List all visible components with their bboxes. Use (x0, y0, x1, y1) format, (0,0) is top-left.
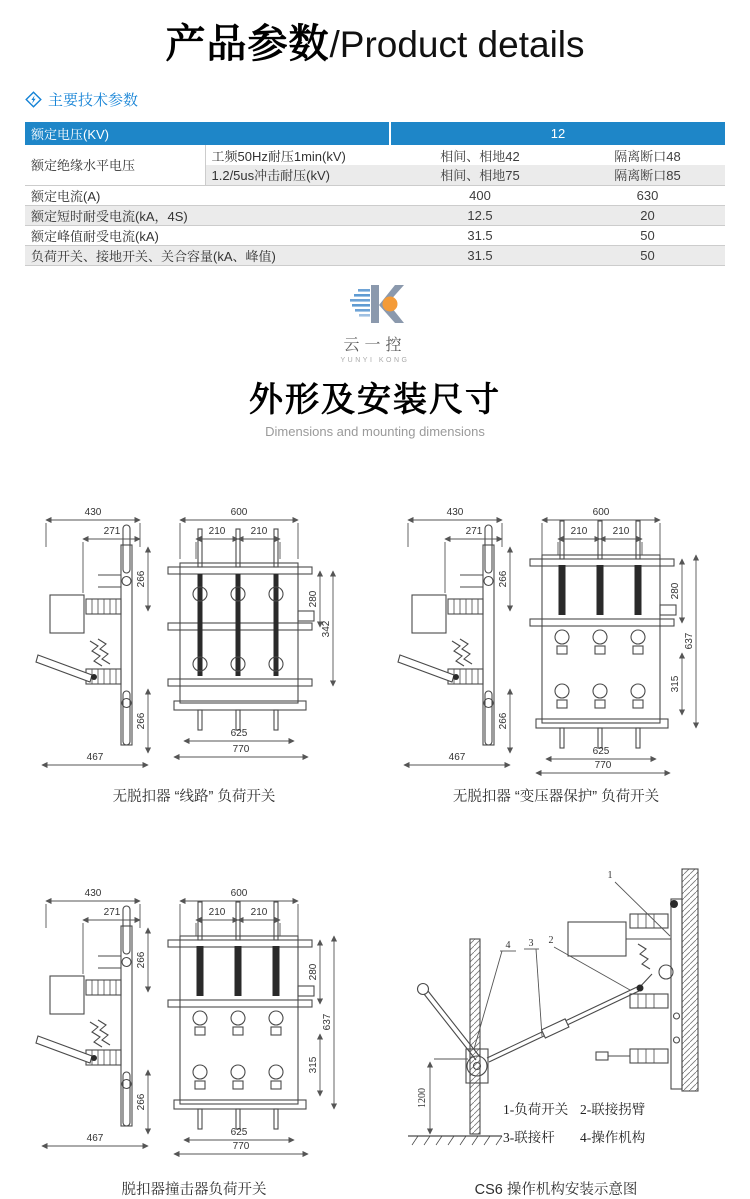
dim-label: 637 (684, 632, 695, 649)
dim-label: 210 (570, 525, 588, 537)
callout-legend (503, 1101, 645, 1145)
dim-label: 210 (250, 525, 268, 537)
cell-peak-current-label: 额定峰值耐受电流(kA) (25, 225, 390, 245)
dim-label: 210 (612, 525, 630, 537)
cell-value: 31.5 (390, 225, 570, 245)
dim-label: 266 (136, 1093, 147, 1110)
dim-label: 637 (322, 1013, 333, 1030)
cell-insulation-label: 额定绝缘水平电压 (25, 145, 205, 185)
page-title (0, 0, 750, 69)
callout-mechanism: 4 (505, 939, 511, 951)
legend-item: 2-联接拐臂 (580, 1101, 646, 1117)
table-row (25, 205, 725, 225)
spec-table (25, 122, 725, 266)
dim-label: 266 (136, 712, 147, 729)
figure-caption: 无脱扣器 “线路” 负荷开关 (112, 788, 276, 805)
figure-caption: 脱扣器撞击器负荷开关 (121, 1181, 267, 1198)
figure-line-switch (28, 463, 360, 806)
callout-crank: 2 (548, 934, 554, 946)
page-title-zh: 产品参数 (165, 22, 330, 66)
dim-label: 430 (446, 506, 464, 518)
dim-label: 770 (232, 743, 250, 755)
height-dimension (417, 1059, 468, 1134)
figure-cs6-installation (390, 844, 722, 1199)
dim-label: 625 (230, 727, 248, 739)
table-row (25, 122, 725, 145)
section-main-params-label: 主要技术参数 (48, 92, 139, 109)
dim-label: 467 (86, 751, 104, 763)
legend-item: 1-负荷开关 (503, 1101, 569, 1117)
dim-label: 600 (592, 506, 610, 518)
cell-making-capacity-label: 负荷开关、接地开关、关合容量(kA、峰值) (25, 245, 390, 265)
dim-label: 315 (670, 675, 681, 692)
table-row (25, 245, 725, 265)
dims-section-subtitle: Dimensions and mounting dimensions (265, 423, 485, 439)
cell-value: 相间、相地42 (440, 148, 520, 164)
dim-label: 266 (498, 712, 509, 729)
callout-rod: 3 (528, 937, 534, 949)
logo-name-en: YUNYI KONG (340, 356, 410, 364)
cell-short-time-current-label: 额定短时耐受电流(kA，4S) (25, 205, 390, 225)
logo-name-zh: 云一控 (343, 336, 407, 354)
figure-caption: CS6 操作机构安装示意图 (474, 1181, 638, 1198)
dim-label: 210 (208, 525, 226, 537)
cell-rated-current-label: 额定电流(A) (25, 185, 390, 205)
dims-section-title: 外形及安装尺寸 (249, 380, 501, 419)
switch-on-wall (568, 899, 682, 1089)
dim-label: 770 (594, 759, 612, 771)
cell-value: 50 (570, 245, 725, 265)
dim-label: 266 (498, 570, 509, 587)
dim-label: 210 (208, 906, 226, 918)
cell-insulation-sub2: 1.2/5us冲击耐压(kV) (205, 165, 390, 185)
table-row (25, 225, 725, 245)
dim-label: 467 (86, 1132, 104, 1144)
pole-hatch (470, 939, 480, 1134)
drawing-d2 (390, 463, 722, 781)
cell-value: 隔离断口48 (614, 148, 681, 164)
cell-rated-voltage-value: 12 (390, 122, 725, 145)
cell-value: 20 (570, 205, 725, 225)
figure-caption: 无脱扣器 “变压器保护” 负荷开关 (452, 788, 660, 805)
dim-label: 315 (308, 1056, 319, 1073)
dim-label: 266 (136, 570, 147, 587)
cell-rated-voltage-label: 额定电压(KV) (25, 122, 390, 145)
dim-label: 430 (84, 506, 102, 518)
dim-label: 342 (321, 620, 332, 637)
dim-label: 271 (103, 525, 121, 537)
brand-logo (0, 282, 750, 364)
dim-label: 266 (136, 951, 147, 968)
logo-k-icon (343, 282, 407, 326)
drawing-d1 (28, 463, 360, 781)
drawings-grid (0, 463, 750, 1199)
dim-label: 271 (465, 525, 483, 537)
cell-value: 50 (570, 225, 725, 245)
drawing-d4 (390, 844, 722, 1162)
cell-value: 12.5 (390, 205, 570, 225)
drawing-d3 (28, 844, 360, 1162)
diamond-bolt-icon (25, 91, 42, 108)
dim-label: 1200 (417, 1087, 428, 1108)
figure-transformer-protection-switch (390, 463, 722, 806)
page-title-en: /Product details (329, 24, 585, 65)
cell-value: 隔离断口85 (570, 165, 725, 185)
ground-line (408, 1136, 502, 1145)
dim-label: 600 (230, 506, 248, 518)
legend-item: 4-操作机构 (580, 1129, 646, 1145)
table-row (25, 145, 725, 165)
connecting-rod (487, 974, 652, 1062)
dim-label: 430 (84, 887, 102, 899)
cell-value: 630 (570, 185, 725, 205)
dim-label: 210 (250, 906, 268, 918)
cell-value: 31.5 (390, 245, 570, 265)
cell-insulation-sub1: 工频50Hz耐压1min(kV) (205, 145, 390, 165)
dim-label: 280 (308, 963, 319, 980)
section-main-params (25, 89, 750, 110)
wall-hatch (682, 869, 698, 1091)
callout-switch: 1 (607, 869, 613, 881)
dim-label: 625 (592, 745, 610, 757)
dim-label: 625 (230, 1126, 248, 1138)
dim-label: 280 (308, 590, 319, 607)
dim-label: 467 (448, 751, 466, 763)
figure-striker-switch (28, 844, 360, 1199)
dim-label: 280 (670, 582, 681, 599)
legend-item: 3-联接杆 (503, 1129, 555, 1145)
cell-value: 400 (390, 185, 570, 205)
table-row (25, 185, 725, 205)
dim-label: 770 (232, 1140, 250, 1152)
cell-value: 相间、相地75 (390, 165, 570, 185)
dim-label: 271 (103, 906, 121, 918)
dim-label: 600 (230, 887, 248, 899)
